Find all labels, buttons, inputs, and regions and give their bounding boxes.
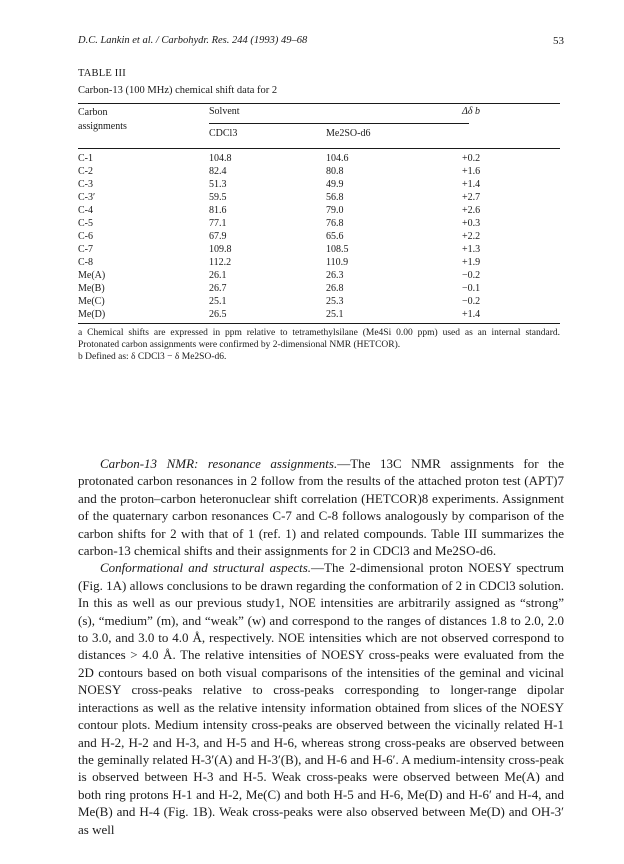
table-cell: C-3′ xyxy=(78,192,96,203)
table-row xyxy=(78,308,560,321)
table-cell: C-5 xyxy=(78,218,93,229)
table-cell: +0.2 xyxy=(462,153,481,164)
table-cell: +1.9 xyxy=(462,257,481,268)
table-cell: −0.2 xyxy=(462,296,481,307)
table-row xyxy=(78,191,560,204)
table-cell: +2.6 xyxy=(462,205,481,216)
paragraph-lead-conformation: Conformational and structural aspects. xyxy=(100,560,312,576)
table-body xyxy=(78,149,560,323)
paragraph-nmr-assignments xyxy=(78,455,564,559)
table-cell: Me(D) xyxy=(78,309,106,320)
table-cell: 49.9 xyxy=(326,179,344,190)
table-row xyxy=(78,204,560,217)
col-header-solvent: Solvent xyxy=(209,106,240,117)
table-cell: +1.3 xyxy=(462,244,481,255)
table-cell: 26.8 xyxy=(326,283,344,294)
col-header-carbon xyxy=(78,106,127,134)
table-cell: 26.3 xyxy=(326,270,344,281)
table-cell: +0.3 xyxy=(462,218,481,229)
footnote-b: b Defined as: δ CDCl3 − δ Me2SO-d6. xyxy=(78,352,227,362)
col-header-dmso: Me2SO-d6 xyxy=(326,128,371,139)
table-cell: Me(C) xyxy=(78,296,105,307)
table-cell: 65.6 xyxy=(326,231,344,242)
table-cell: C-4 xyxy=(78,205,93,216)
table-cell: Me(B) xyxy=(78,283,105,294)
table-cell: +1.6 xyxy=(462,166,481,177)
col-header-carbon-line2: assignments xyxy=(78,121,127,132)
table-cell: 67.9 xyxy=(209,231,227,242)
table-row xyxy=(78,152,560,165)
table-row xyxy=(78,256,560,269)
table-cell: 112.2 xyxy=(209,257,232,268)
table-cell: 104.8 xyxy=(209,153,232,164)
table-cell: −0.1 xyxy=(462,283,481,294)
page-number: 53 xyxy=(553,35,564,47)
table-cell: 80.8 xyxy=(326,166,344,177)
table-cell: 26.5 xyxy=(209,309,227,320)
table-cell: 51.3 xyxy=(209,179,227,190)
table-row xyxy=(78,269,560,282)
table-cell: 79.0 xyxy=(326,205,344,216)
table-cell: 77.1 xyxy=(209,218,227,229)
col-header-delta: Δδ b xyxy=(462,106,481,117)
solvent-spanner-rule xyxy=(209,123,469,124)
table-row xyxy=(78,165,560,178)
table-label: TABLE III xyxy=(78,68,126,79)
running-head-text: D.C. Lankin et al. / Carbohydr. Res. 244 (1993) 49–68 xyxy=(78,35,308,46)
chemical-shift-table xyxy=(78,103,560,363)
table-cell: 59.5 xyxy=(209,192,227,203)
table-cell: 109.8 xyxy=(209,244,232,255)
table-cell: C-6 xyxy=(78,231,93,242)
table-cell: Me(A) xyxy=(78,270,106,281)
table-cell: +1.4 xyxy=(462,309,481,320)
body-text xyxy=(78,455,564,838)
table-cell: 26.7 xyxy=(209,283,227,294)
table-cell: 25.1 xyxy=(209,296,227,307)
table-row xyxy=(78,243,560,256)
table-cell: 104.6 xyxy=(326,153,349,164)
paragraph-text-nmr: —The 13C NMR assignments for the protonated carbon resonances in 2 follow from the results of the attached proton test (APT)7 and the proton–carbon heteronuclear shift correlation (HETCOR)8 experiments. Assignment of the quaternary carbon resonances C-7 and C-8 follows analogously by comparison of the carbon shifts for 2 with that of 1 (ref. 1) and related compounds. Table III summarizes the carbon-13 chemical shifts and their assignments for 2 in CDCl3 and Me2SO-d6. xyxy=(78,456,564,559)
table-cell: +2.2 xyxy=(462,231,481,242)
table-header xyxy=(78,104,560,148)
table-cell: 108.5 xyxy=(326,244,349,255)
running-header xyxy=(78,35,564,46)
table-cell: C-8 xyxy=(78,257,93,268)
table-cell: 25.3 xyxy=(326,296,344,307)
table-cell: −0.2 xyxy=(462,270,481,281)
table-caption: Carbon-13 (100 MHz) chemical shift data for 2 xyxy=(78,85,278,96)
table-row xyxy=(78,217,560,230)
col-header-carbon-line1: Carbon xyxy=(78,107,108,118)
table-cell: 76.8 xyxy=(326,218,344,229)
table-cell: C-1 xyxy=(78,153,93,164)
footnote-a: a Chemical shifts are expressed in ppm relative to tetramethylsilane (Me4Si 0.00 ppm) used as an internal standard. Protonated carbon assignments were confirmed by 2-dimensional NMR (HETCOR). xyxy=(78,328,560,350)
table-cell: 26.1 xyxy=(209,270,227,281)
table-bottom-rule xyxy=(78,323,560,324)
table-cell: C-3 xyxy=(78,179,93,190)
paragraph-conformation xyxy=(78,559,564,838)
table-row xyxy=(78,178,560,191)
col-header-cdcl3: CDCl3 xyxy=(209,128,238,139)
table-cell: 81.6 xyxy=(209,205,227,216)
table-cell: C-2 xyxy=(78,166,93,177)
table-cell: 110.9 xyxy=(326,257,349,268)
paragraph-text-conformation: —The 2-dimensional proton NOESY spectrum (Fig. 1A) allows conclusions to be drawn regarding the conformation of 2 in CDCl3 solution. In this as well as our previous study1, NOE intensities are arbitrarily assigned as “strong” (s), “medium” (m), and “weak” (w) and correspond to the ranges of distances 1.8 to 2.0, 2.0 to 3.0, and 3.0 to 4.0 Å, respectively. NOE intensities which are not observed correspond to distances > 4.0 Å. The relative intensities of NOESY cross-peaks were evaluated from the 2D contours based on both visual comparisons of the intensities of the geminal and vicinal NOESY cross-peaks relative to cross-peaks corresponding to longer-range dipolar interactions as well as the relative intensity information obtained from slices of the NOESY contour plots. Medium intensity cross-peaks are observed between the vicinally related H-1 and H-2, H-2 and H-3, and H-5 and H-6, whereas strong cross-peaks are observed between the geminally related H-3′(A) and H-3′(B), and H-6 and H-6′. A medium-intensity cross-peak is observed between H-3 and H-5. Weak cross-peaks were observed between Me(A) and both ring protons H-1 and H-2, Me(C) and both H-5 and H-6, Me(D) and H-6′ and H-4, and Me(B) and H-4 (Fig. 1B). Weak cross-peaks were also observed between Me(D) and OH-3′ as well xyxy=(78,560,564,837)
table-cell: 25.1 xyxy=(326,309,344,320)
table-cell: C-7 xyxy=(78,244,93,255)
paragraph-lead-nmr: Carbon-13 NMR: resonance assignments. xyxy=(100,456,338,471)
table-cell: +1.4 xyxy=(462,179,481,190)
table-row xyxy=(78,282,560,295)
table-cell: 82.4 xyxy=(209,166,227,177)
table-row xyxy=(78,295,560,308)
table-cell: +2.7 xyxy=(462,192,481,203)
table-row xyxy=(78,230,560,243)
table-cell: 56.8 xyxy=(326,192,344,203)
